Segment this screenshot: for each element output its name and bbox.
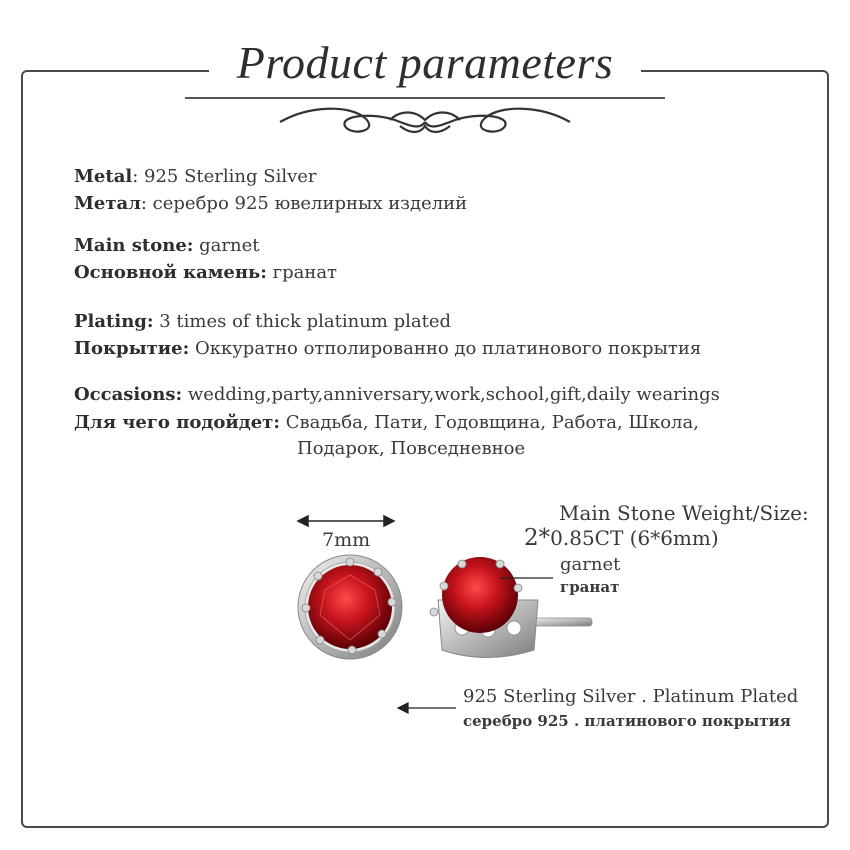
weight-title: Main Stone Weight/Size: <box>559 501 809 525</box>
width-label: 7mm <box>322 529 371 551</box>
spec-occasions-en: Occasions: wedding,party,anniversary,work,school,gift,daily wearings <box>74 384 720 405</box>
stone-label-ru: гранат <box>560 578 620 596</box>
weight-count: 2* <box>524 525 551 551</box>
spec-stone-ru: Основной камень: гранат <box>74 262 338 283</box>
stone-label-en: garnet <box>560 554 621 575</box>
spec-plating-ru: Покрытие: Оккуратно отполированно до платинового покрытия <box>74 338 702 359</box>
spec-metal-ru: Метал: серебро 925 ювелирных изделий <box>74 193 468 214</box>
weight-value <box>524 525 719 551</box>
weight-spec: 0.85CT (6*6mm) <box>550 526 719 550</box>
metal-label-ru: серебро 925 . платинового покрытия <box>463 712 791 730</box>
flourish-icon <box>270 100 580 140</box>
spec-stone-en: Main stone: garnet <box>74 235 260 256</box>
spec-occasions-ru-line2: Подарок, Повседневное <box>297 438 526 459</box>
page-title: Product parameters <box>0 36 850 89</box>
title-rule-top <box>185 97 665 99</box>
metal-label-en: 925 Sterling Silver . Platinum Plated <box>463 686 799 707</box>
spec-metal-en: Metal: 925 Sterling Silver <box>74 166 317 187</box>
spec-plating-en: Plating: 3 times of thick platinum plated <box>74 311 451 332</box>
spec-occasions-ru: Для чего подойдет: Свадьба, Пати, Годовщина, Работа, Школа, <box>74 412 699 433</box>
